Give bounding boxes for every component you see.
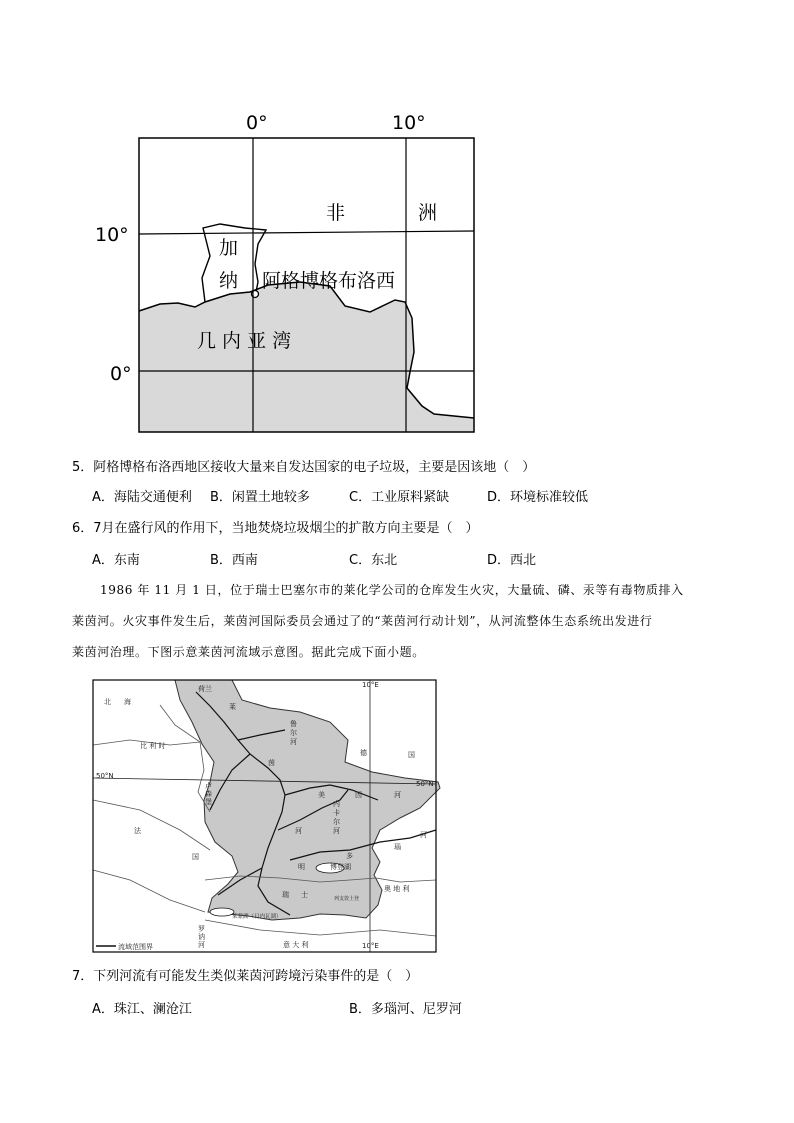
rhone-char-he: 河 bbox=[198, 941, 205, 949]
question-6-stem: 6．7月在盛行风的作用下，当地焚烧垃圾烟尘的扩散方向主要是（ ） bbox=[72, 521, 479, 536]
france-label-2: 国 bbox=[192, 853, 199, 861]
danube-char-he: 河 bbox=[420, 831, 427, 839]
africa-label-2: 洲 bbox=[418, 202, 438, 224]
q5-option-a[interactable]: A．海陆交通便利 bbox=[92, 490, 192, 505]
lon10-top-label: 10°E bbox=[362, 681, 379, 689]
passage-line-1: 1986 年 11 月 1 日，位于瑞士巴塞尔市的莱化学公司的仓库发生火灾，大量硫、磷、汞等有毒物质排入 bbox=[100, 583, 684, 597]
q5-option-b[interactable]: B．闲置土地较多 bbox=[210, 490, 310, 505]
main-char-yin: 因 bbox=[355, 791, 362, 799]
germany-label-1: 德 bbox=[360, 749, 367, 757]
question-5-stem: 5．阿格博格布洛西地区接收大量来自发达国家的电子垃圾，主要是因该地（ ） bbox=[72, 460, 536, 475]
north-sea-label-2: 海 bbox=[124, 698, 131, 706]
main-char-mei: 美 bbox=[318, 791, 325, 799]
neckar-label: 内卡尔河 bbox=[333, 800, 340, 835]
latitude-10-label: 10° bbox=[95, 224, 129, 246]
north-sea-label-1: 北 bbox=[104, 698, 111, 706]
passage-line-3: 莱茵河治理。下图示意莱茵河流域示意图。据此完成下面小题。 bbox=[72, 645, 425, 659]
liechtenstein-label: 列支敦士登 bbox=[334, 896, 360, 902]
lon10-bottom-label: 10°E bbox=[362, 942, 379, 950]
italy-label: 意 大 利 bbox=[283, 941, 309, 949]
belgium-label: 比 利 时 bbox=[140, 742, 166, 750]
gulf-of-guinea-label: 几 内 亚 湾 bbox=[197, 330, 292, 352]
lake-geneva bbox=[210, 908, 234, 916]
q6-option-b[interactable]: B．西南 bbox=[210, 553, 258, 568]
lake-geneva-label: 莱蒙湖（日内瓦湖） bbox=[232, 914, 282, 920]
rhine-char-yin: 茵 bbox=[268, 759, 275, 767]
luxembourg-label: 卢森堡 bbox=[205, 782, 212, 806]
q6-option-d[interactable]: D．西北 bbox=[487, 553, 537, 568]
lake-constance-label: 博登湖 bbox=[330, 863, 351, 871]
longitude-0-label: 0° bbox=[246, 112, 268, 134]
rhone-char-na: 讷 bbox=[198, 933, 205, 941]
q6-option-a[interactable]: A．东南 bbox=[92, 553, 140, 568]
q7-option-b[interactable]: B．多瑙河、尼罗河 bbox=[349, 1002, 462, 1017]
main-char-he: 河 bbox=[394, 791, 401, 799]
rhone-char-luo: 罗 bbox=[198, 925, 205, 933]
ghana-label-2: 纳 bbox=[219, 270, 239, 292]
q5-option-c[interactable]: C．工业原料紧缺 bbox=[349, 490, 450, 505]
rhine-char-lai: 莱 bbox=[229, 703, 236, 711]
q6-option-c[interactable]: C．东北 bbox=[349, 553, 398, 568]
latitude-0-label: 0° bbox=[110, 363, 132, 385]
legend-label: 流域范围界 bbox=[118, 943, 153, 951]
rhine-char-he: 河 bbox=[295, 827, 302, 835]
netherlands-label: 荷兰 bbox=[198, 685, 212, 693]
lat50-right-label: 50°N bbox=[416, 780, 434, 788]
agbogbloshie-label: 阿格博格布洛西 bbox=[262, 270, 396, 292]
africa-label-1: 非 bbox=[326, 202, 346, 224]
ghana-label-1: 加 bbox=[219, 237, 239, 259]
swiss-label-1: 瑞 bbox=[282, 891, 289, 899]
ming-char: 明 bbox=[298, 863, 305, 871]
passage-line-2: 莱茵河。火灾事件发生后，莱茵河国际委员会通过了的“莱茵河行动计划”，从河流整体生态系统出发进行 bbox=[72, 614, 653, 628]
longitude-10-label: 10° bbox=[392, 112, 426, 134]
ruhr-label: 鲁尔河 bbox=[290, 720, 297, 746]
q7-option-a[interactable]: A．珠江、澜沧江 bbox=[92, 1002, 192, 1017]
germany-label-2: 国 bbox=[408, 751, 415, 759]
swiss-label-2: 士 bbox=[301, 891, 308, 899]
danube-char-duo: 多 bbox=[346, 852, 353, 860]
austria-label: 奥 地 利 bbox=[384, 885, 410, 893]
france-label-1: 法 bbox=[134, 827, 141, 835]
danube-char-nao: 瑙 bbox=[394, 843, 401, 851]
lat50-left-label: 50°N bbox=[96, 772, 114, 780]
question-7-stem: 7．下列河流有可能发生类似莱茵河跨境污染事件的是（ ） bbox=[72, 969, 419, 984]
q5-option-d[interactable]: D．环境标准较低 bbox=[487, 490, 589, 505]
